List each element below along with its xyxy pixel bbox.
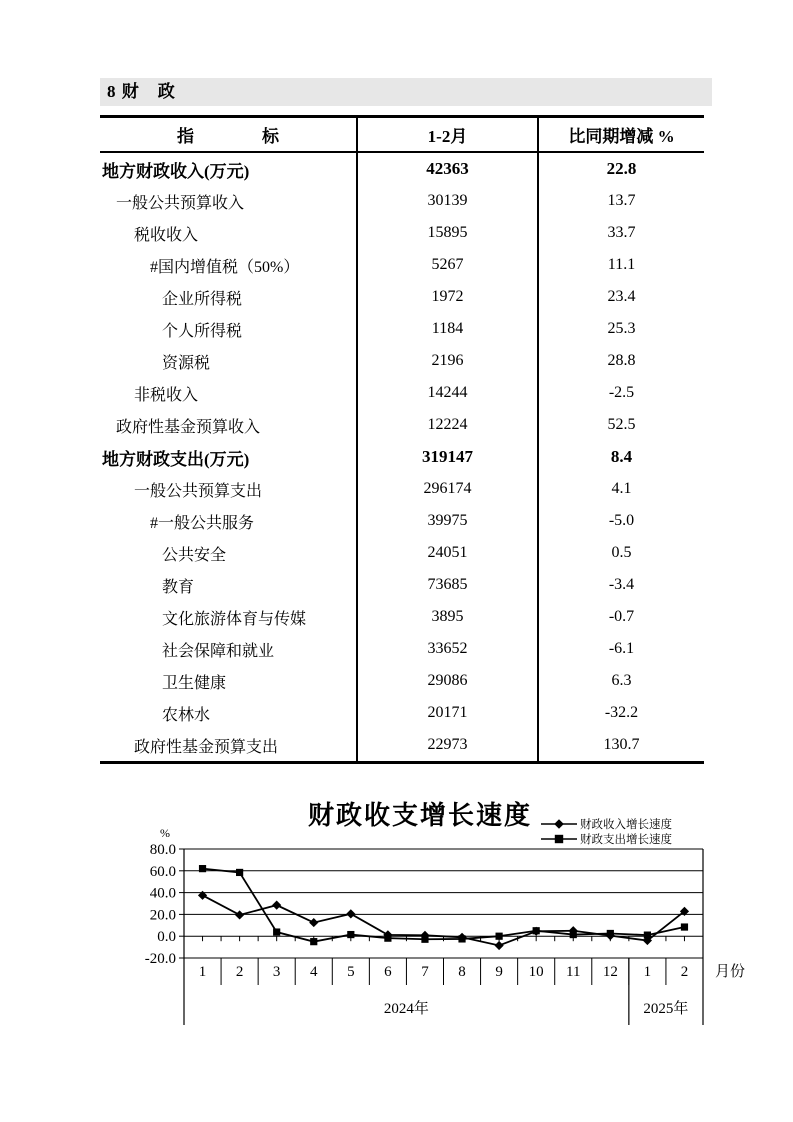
square-marker-icon xyxy=(310,938,317,945)
y-tick-label: 0.0 xyxy=(157,929,176,946)
x-tick-label: 1 xyxy=(643,964,652,980)
row-change: 4.1 xyxy=(611,480,632,497)
diamond-marker-icon xyxy=(495,941,504,950)
x-axis-title: 月份 xyxy=(715,964,746,980)
row-change: 6.3 xyxy=(611,672,632,689)
row-indicator: 文化旅游体育与传媒 xyxy=(100,601,357,633)
row-indicator: 教育 xyxy=(100,569,357,601)
diamond-marker-icon xyxy=(235,910,244,919)
row-value: 33652 xyxy=(357,633,538,665)
row-value: 1184 xyxy=(357,313,538,345)
x-tick-label: 9 xyxy=(495,964,503,980)
row-indicator: 一般公共预算支出 xyxy=(100,473,357,505)
table-row xyxy=(100,281,704,313)
table-row xyxy=(100,601,704,633)
y-tick-label: 40.0 xyxy=(149,885,176,902)
row-change: -32.2 xyxy=(604,704,639,721)
x-tick-label: 2 xyxy=(235,964,244,980)
row-value: 15895 xyxy=(357,217,538,249)
diamond-marker-icon xyxy=(272,901,281,910)
row-indicator: 社会保障和就业 xyxy=(100,633,357,665)
x-tick-label: 3 xyxy=(272,964,281,980)
y-tick-label: 80.0 xyxy=(149,842,176,858)
square-marker-icon xyxy=(570,931,577,938)
square-marker-icon xyxy=(458,935,465,942)
row-indicator: 一般公共预算收入 xyxy=(100,185,357,217)
table-row xyxy=(100,569,704,601)
row-value: 42363 xyxy=(357,152,538,185)
row-indicator: 公共安全 xyxy=(100,537,357,569)
row-value: 73685 xyxy=(357,569,538,601)
row-value: 14244 xyxy=(357,377,538,409)
square-marker-icon xyxy=(533,927,540,934)
row-value: 5267 xyxy=(357,249,538,281)
table-row xyxy=(100,217,704,249)
row-change: 13.7 xyxy=(607,192,636,209)
row-indicator: #一般公共服务 xyxy=(100,505,357,537)
row-change: 22.8 xyxy=(606,159,637,178)
row-change: 8.4 xyxy=(610,447,633,466)
x-tick-label: 5 xyxy=(347,964,355,980)
table-row xyxy=(100,633,704,665)
x-tick-label: 8 xyxy=(458,964,466,980)
row-indicator: #国内增值税（50%） xyxy=(100,249,357,281)
x-tick-label: 4 xyxy=(310,964,318,980)
row-change: 52.5 xyxy=(607,416,636,433)
table-row xyxy=(100,249,704,281)
x-tick-label: 2 xyxy=(680,964,689,980)
square-marker-icon xyxy=(236,869,243,876)
table-row xyxy=(100,152,704,185)
table-row xyxy=(100,345,704,377)
fiscal-table xyxy=(100,115,704,764)
year-group-label: 2024年 xyxy=(383,1001,429,1017)
row-indicator: 地方财政收入(万元) xyxy=(100,152,357,185)
row-value: 29086 xyxy=(357,665,538,697)
legend-label: 财政收入增长速度 xyxy=(580,818,672,831)
x-tick-label: 11 xyxy=(566,964,581,980)
row-change: -0.7 xyxy=(608,608,635,625)
row-value: 39975 xyxy=(357,505,538,537)
row-value: 319147 xyxy=(357,441,538,473)
table-row xyxy=(100,537,704,569)
x-tick-label: 6 xyxy=(384,964,392,980)
row-change: 23.4 xyxy=(607,288,636,305)
row-indicator: 地方财政支出(万元) xyxy=(100,441,357,473)
square-marker-icon xyxy=(496,933,503,940)
x-tick-label: 1 xyxy=(198,964,207,980)
row-value: 24051 xyxy=(357,537,538,569)
col-header-period: 1-2月 xyxy=(357,117,538,153)
y-tick-label: 20.0 xyxy=(149,907,176,924)
table-header-row xyxy=(100,117,704,153)
table-row xyxy=(100,185,704,217)
col-header-change: 比同期增减 % xyxy=(538,117,704,153)
table-row xyxy=(100,409,704,441)
row-indicator: 企业所得税 xyxy=(100,281,357,313)
section-header xyxy=(100,78,712,106)
y-tick-label: 60.0 xyxy=(149,863,176,880)
table-row xyxy=(100,377,704,409)
row-value: 30139 xyxy=(357,185,538,217)
row-change: -6.1 xyxy=(608,640,635,657)
table-row xyxy=(100,505,704,537)
square-marker-icon xyxy=(421,936,428,943)
square-marker-icon xyxy=(384,935,391,942)
row-value: 20171 xyxy=(357,697,538,729)
row-value: 3895 xyxy=(357,601,538,633)
table-row xyxy=(100,473,704,505)
row-value: 296174 xyxy=(357,473,538,505)
row-change: -3.4 xyxy=(608,576,635,593)
x-tick-label: 12 xyxy=(602,964,618,980)
col-header-indicator: 指 标 xyxy=(100,117,357,153)
row-indicator: 税收收入 xyxy=(100,217,357,249)
x-tick-label: 7 xyxy=(421,964,429,980)
row-value: 12224 xyxy=(357,409,538,441)
row-value: 2196 xyxy=(357,345,538,377)
square-marker-icon xyxy=(644,932,651,939)
square-marker-icon xyxy=(607,930,614,937)
row-indicator: 政府性基金预算支出 xyxy=(100,729,357,763)
y-axis-unit: % xyxy=(160,826,170,840)
diamond-marker-icon xyxy=(346,909,355,918)
row-indicator: 政府性基金预算收入 xyxy=(100,409,357,441)
row-change: 25.3 xyxy=(607,320,636,337)
table-row xyxy=(100,313,704,345)
year-group-label: 2025年 xyxy=(643,1001,689,1017)
row-change: -2.5 xyxy=(608,384,635,401)
row-indicator: 农林水 xyxy=(100,697,357,729)
table-row xyxy=(100,697,704,729)
y-tick-label: -20.0 xyxy=(144,951,176,967)
row-change: -5.0 xyxy=(608,512,635,529)
row-indicator: 个人所得税 xyxy=(100,313,357,345)
square-marker-icon xyxy=(681,923,688,930)
diamond-marker-icon xyxy=(309,918,318,927)
table-row xyxy=(100,729,704,763)
row-value: 1972 xyxy=(357,281,538,313)
row-change: 130.7 xyxy=(603,736,640,753)
row-change: 11.1 xyxy=(607,256,636,273)
row-value: 22973 xyxy=(357,729,538,763)
square-marker-icon xyxy=(273,928,280,935)
row-indicator: 资源税 xyxy=(100,345,357,377)
row-indicator: 非税收入 xyxy=(100,377,357,409)
row-change: 33.7 xyxy=(607,224,636,241)
legend-label: 财政支出增长速度 xyxy=(580,833,672,846)
square-marker-icon xyxy=(347,931,354,938)
chart-title: 财政收支增长速度 xyxy=(307,801,532,830)
section-title: 8 财 政 xyxy=(107,82,176,101)
row-change: 28.8 xyxy=(607,352,636,369)
x-tick-label: 10 xyxy=(528,964,544,980)
row-change: 0.5 xyxy=(611,544,632,561)
growth-chart-plot xyxy=(90,792,790,1042)
table-row xyxy=(100,665,704,697)
table-row xyxy=(100,441,704,473)
square-marker-icon xyxy=(199,865,206,872)
row-indicator: 卫生健康 xyxy=(100,665,357,697)
